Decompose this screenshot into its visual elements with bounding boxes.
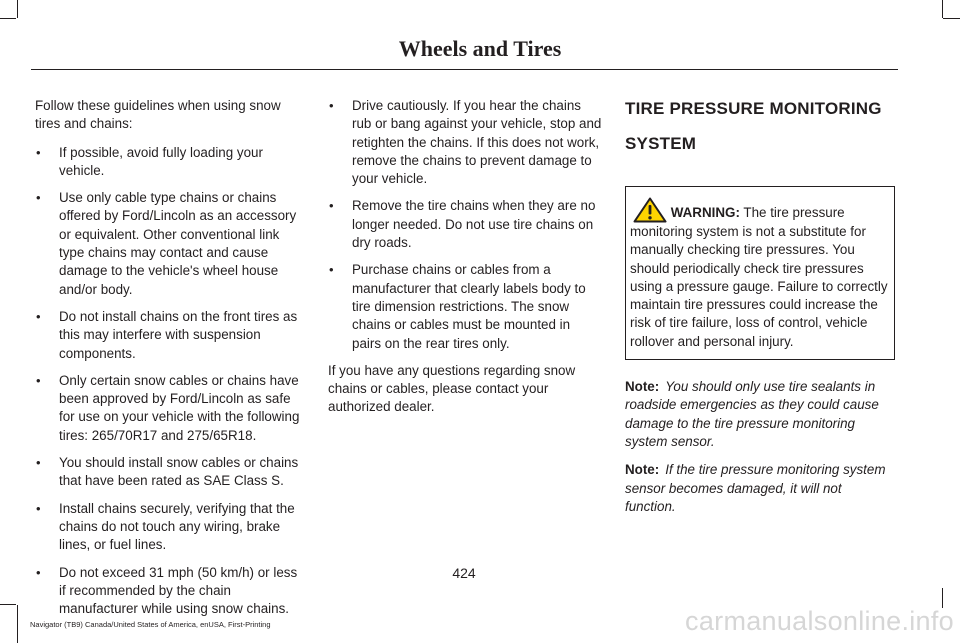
crop-mark-bottom-left-h [0, 604, 16, 605]
crop-mark-top-left-h [0, 18, 16, 19]
page-number: 424 [452, 565, 476, 581]
section-heading-line-1: TIRE PRESSURE MONITORING [625, 99, 882, 118]
warning-triangle-icon [633, 197, 667, 223]
warning-label: WARNING: [670, 205, 740, 220]
watermark: carmanualsonline.info [685, 606, 954, 636]
note-2 [625, 461, 895, 516]
list-item: • Purchase chains or cables from a manufacturer that clearly labels body to tire dimension restrictions. The snow chains or cables must be mounted in pairs on the rear tires only. [328, 261, 602, 352]
column-3 [625, 97, 895, 526]
snow-chain-guidelines-list [35, 144, 305, 619]
snow-chain-guidelines-list-continued [328, 97, 602, 353]
list-item: • Do not install chains on the front tires as this may interfere with suspension components. [35, 308, 305, 363]
list-item: • If possible, avoid fully loading your vehicle. [35, 144, 305, 181]
list-item: • Drive cautiously. If you hear the chains rub or bang against your vehicle, stop and retighten the chains. If this does not work, remove the chains to prevent damage to your vehicle. [328, 97, 602, 188]
note-1 [625, 378, 895, 451]
section-heading-line-2: SYSTEM [625, 134, 697, 153]
note-label: Note: [625, 462, 660, 478]
list-item: • Install chains securely, verifying that the chains do not touch any wiring, brake lines, or fuel lines. [35, 500, 305, 555]
document-info: Navigator (TB9) Canada/United States of America, enUSA, First-Printing [30, 620, 271, 629]
warning-text: The tire pressure monitoring system is not a substitute for manually checking tire pressures. You should periodically check tire pressures using a pressure gauge. Failure to correctly maintain tire pressures could increase the risk of tire failure, loss of control, vehicle rollover and personal injury. [630, 205, 888, 349]
note-text: You should only use tire sealants in roadside emergencies as they could cause damage to the tire pressure monitoring system sensor. [625, 379, 879, 449]
intro-paragraph: Follow these guidelines when using snow tires and chains: [35, 98, 281, 132]
list-item: • You should install snow cables or chains that have been rated as SAE Class S. [35, 454, 305, 491]
crop-mark-bottom-left-v [17, 605, 18, 643]
header-divider [31, 69, 898, 70]
note-label: Note: [625, 379, 660, 395]
list-item: • Remove the tire chains when they are no longer needed. Do not use tire chains on dry roads. [328, 197, 602, 252]
crop-mark-top-left-v [17, 0, 18, 18]
page-title: Wheels and Tires [398, 36, 562, 61]
list-item: • Use only cable type chains or chains offered by Ford/Lincoln as an accessory or equivalent. Other conventional link type chains may contact and cause damage to the vehicle's wheel house and/or body. [35, 189, 305, 299]
crop-mark-top-right-h [943, 18, 960, 19]
closing-paragraph: If you have any questions regarding snow chains or cables, please contact your authorized dealer. [328, 362, 576, 415]
list-item: • Do not exceed 31 mph (50 km/h) or less if recommended by the chain manufacturer while using snow chains. [35, 564, 305, 619]
list-item: • Only certain snow cables or chains have been approved by Ford/Lincoln as safe for use on your vehicle with the following tires: 265/70R17 and 275/65R18. [35, 372, 305, 445]
note-text: If the tire pressure monitoring system sensor becomes damaged, it will not function. [625, 462, 886, 514]
section-heading [625, 97, 895, 156]
warning-box [625, 186, 895, 360]
column-2 [328, 97, 602, 427]
crop-mark-bottom-right-v [942, 588, 943, 608]
column-1 [35, 97, 305, 627]
crop-mark-top-right-v [942, 0, 943, 18]
